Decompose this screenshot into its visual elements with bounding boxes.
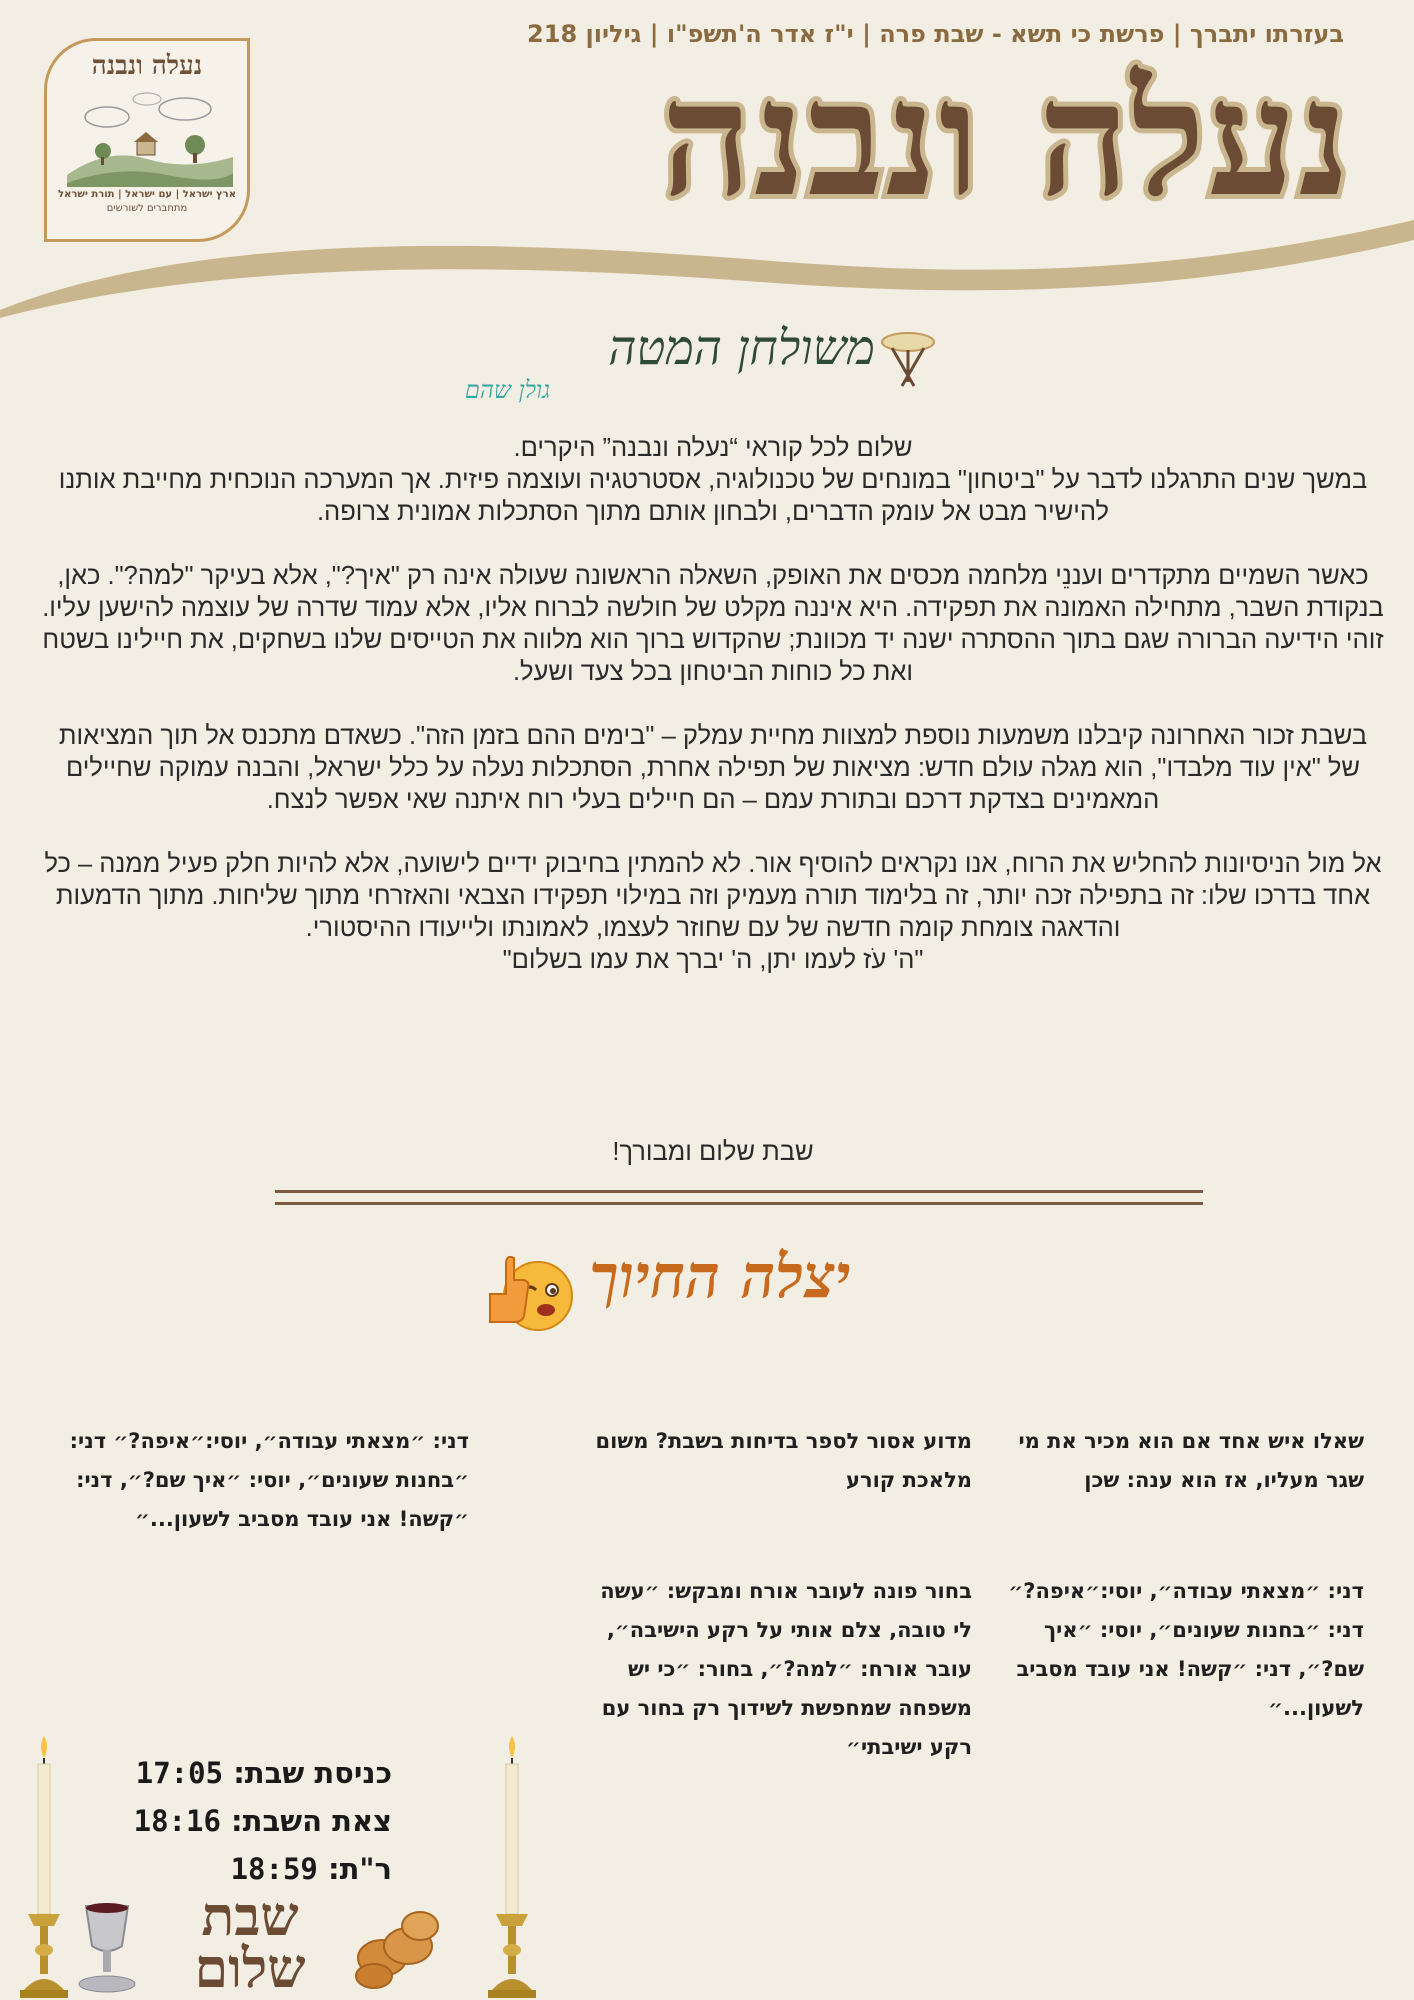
divider-line bbox=[275, 1190, 1203, 1193]
section-title: משולחן המטה bbox=[608, 320, 875, 376]
logo-subtagline: מתחברים לשורשים bbox=[106, 203, 188, 214]
logo-tagline: ארץ ישראל | עם ישראל | תורת ישראל bbox=[58, 189, 236, 200]
article-paragraph: אל מול הניסיונות להחליש את הרוח, אנו נקראים להוסיף אור. לא להמתין בחיבוק ידיים לישועה, אלא להיות חלק פעיל ממנה – כל אחד בדרכו שלו: זה בתפילה זכה יותר, זה בלימוד תורה מעמיק וזה במילוי תפקידו הצבאי והאזרחי מתוך שליחות. מתוך הדמעות והדאגה צומחת קומה חדשה של עם שחוזר לעצמו, לאמונתו ולייעודו ההיסטורי. "ה' עֹז לעמו יתן, ה' יברך את עמו בשלום" bbox=[44, 850, 1382, 974]
joke-text: שאלו איש אחד אם הוא מכיר את מי שגר מעליו, אז הוא ענה: שכן bbox=[1018, 1429, 1364, 1492]
time-label: כניסת שבת: bbox=[233, 1756, 392, 1790]
article-closing: שבת שלום ומבורך! bbox=[612, 1138, 814, 1166]
table-icon bbox=[880, 330, 936, 388]
candle-icon bbox=[14, 1728, 74, 2000]
joke-text: דני: ״מצאתי עבודה״, יוסי:״איפה?״ דני: ״בחנות שעונים״, יוסי: ״איך שם?״, דני: ״קשה! אני עובד מסביב לשעון...״ bbox=[69, 1429, 469, 1531]
time-row-shabbat-end bbox=[62, 1804, 392, 1838]
time-row-candle-lighting bbox=[62, 1756, 392, 1790]
logo-title: נעלה ונבנה bbox=[91, 51, 203, 81]
divider-line bbox=[275, 1202, 1203, 1205]
time-row-rabbeinu-tam bbox=[62, 1852, 392, 1886]
shabbat-shalom-line: שבת bbox=[201, 1884, 299, 1948]
time-value: 17:05 bbox=[135, 1756, 224, 1790]
challah-bread-icon bbox=[350, 1896, 446, 1992]
article-paragraph: שלום לכל קוראי “נעלה ונבנה” היקרים. במשך שנים התרגלנו לדבר על "ביטחון" במונחים של טכנולוגיה, אסטרטגיה ועוצמה פיזית. אך המערכה הנוכחית מחייבת אותנו להישיר מבט אל עומק הדברים, ולבחון אותם מתוך הסתכלות אמונית צרופה. bbox=[58, 434, 1368, 526]
thumbs-up-wink-emoji-icon bbox=[484, 1250, 576, 1336]
shabbat-shalom-text bbox=[170, 1884, 330, 2000]
candle-icon bbox=[482, 1728, 542, 2000]
masthead-title: נעלה ונבנה bbox=[661, 47, 1352, 232]
kiddush-cup-icon bbox=[72, 1900, 142, 1996]
article-body bbox=[40, 432, 1386, 1008]
issue-line: בעזרתו יתברך | פרשת כי תשא - שבת פרה | י"ז אדר ה'תשפ"ו | גיליון 218 bbox=[527, 20, 1344, 48]
article-paragraph: כאשר השמיים מתקדרים ועננֵי מלחמה מכסים את האופק, השאלה הראשונה שעולה אינה רק "איך?", אלא בעיקר "למה?". כאן, בנקודת השבר, מתחילה האמונה את תפקידה. היא איננה מקלט של חולשה לברוח אליו, אלא עמוד שדרה של עוצמה להישען עליו. זוהי הידיעה הברורה שגם בתוך ההסתרה ישנה יד מכוונת; שהקדוש ברוך הוא מלווה את הטייסים שלנו בשחקים, את חיילינו בשטח ואת כל כוחות הביטחון בכל צעד ושעל. bbox=[42, 562, 1384, 686]
landscape-icon bbox=[67, 87, 233, 187]
swoosh-divider bbox=[0, 210, 1414, 330]
humor-title: יצלה החיוך bbox=[589, 1242, 851, 1312]
joke-text: מדוע אסור לספר בדיחות בשבת? משום מלאכת קורע bbox=[595, 1429, 972, 1492]
author-name: גולן שהם bbox=[464, 376, 550, 404]
joke-text: בחור פונה לעובר אורח ומבקש: ״עשה לי טובה, צלם אותי על רקע הישיבה״, עובר אורח: ״למה?״, בחור: ״כי יש משפחה שמחפשת לשידוך רק בחור עם רקע ישיבתי״ bbox=[600, 1579, 972, 1759]
time-value: 18:59 bbox=[230, 1852, 318, 1886]
joke-text: דני: ״מצאתי עבודה״, יוסי:״איפה?״ דני: ״בחנות שעונים״, יוסי: ״איך שם?״, דני: ״קשה! אני עובד מסביב לשעון...״ bbox=[1008, 1579, 1364, 1720]
time-label: ר"ת: bbox=[328, 1852, 392, 1886]
shabbat-shalom-line: שלום bbox=[194, 1936, 306, 2000]
time-label: צאת השבת: bbox=[231, 1804, 392, 1838]
time-value: 18:16 bbox=[133, 1804, 221, 1838]
article-paragraph: בשבת זכור האחרונה קיבלנו משמעות נוספת למצוות מחיית עמלק – "בימים ההם בזמן הזה". כשאדם מתכנס אל תוך המציאות של "אין עוד מלבדו", הוא מגלה עולם חדש: מציאות של תפילה אחרת, הסתכלות נעלה על כלל ישראל, והבנה עמוקה שחיילים המאמינים בצדקת דרכם ובתורת עמם – הם חיילים בעלי רוח איתנה שאי אפשר לנצח. bbox=[58, 722, 1368, 814]
